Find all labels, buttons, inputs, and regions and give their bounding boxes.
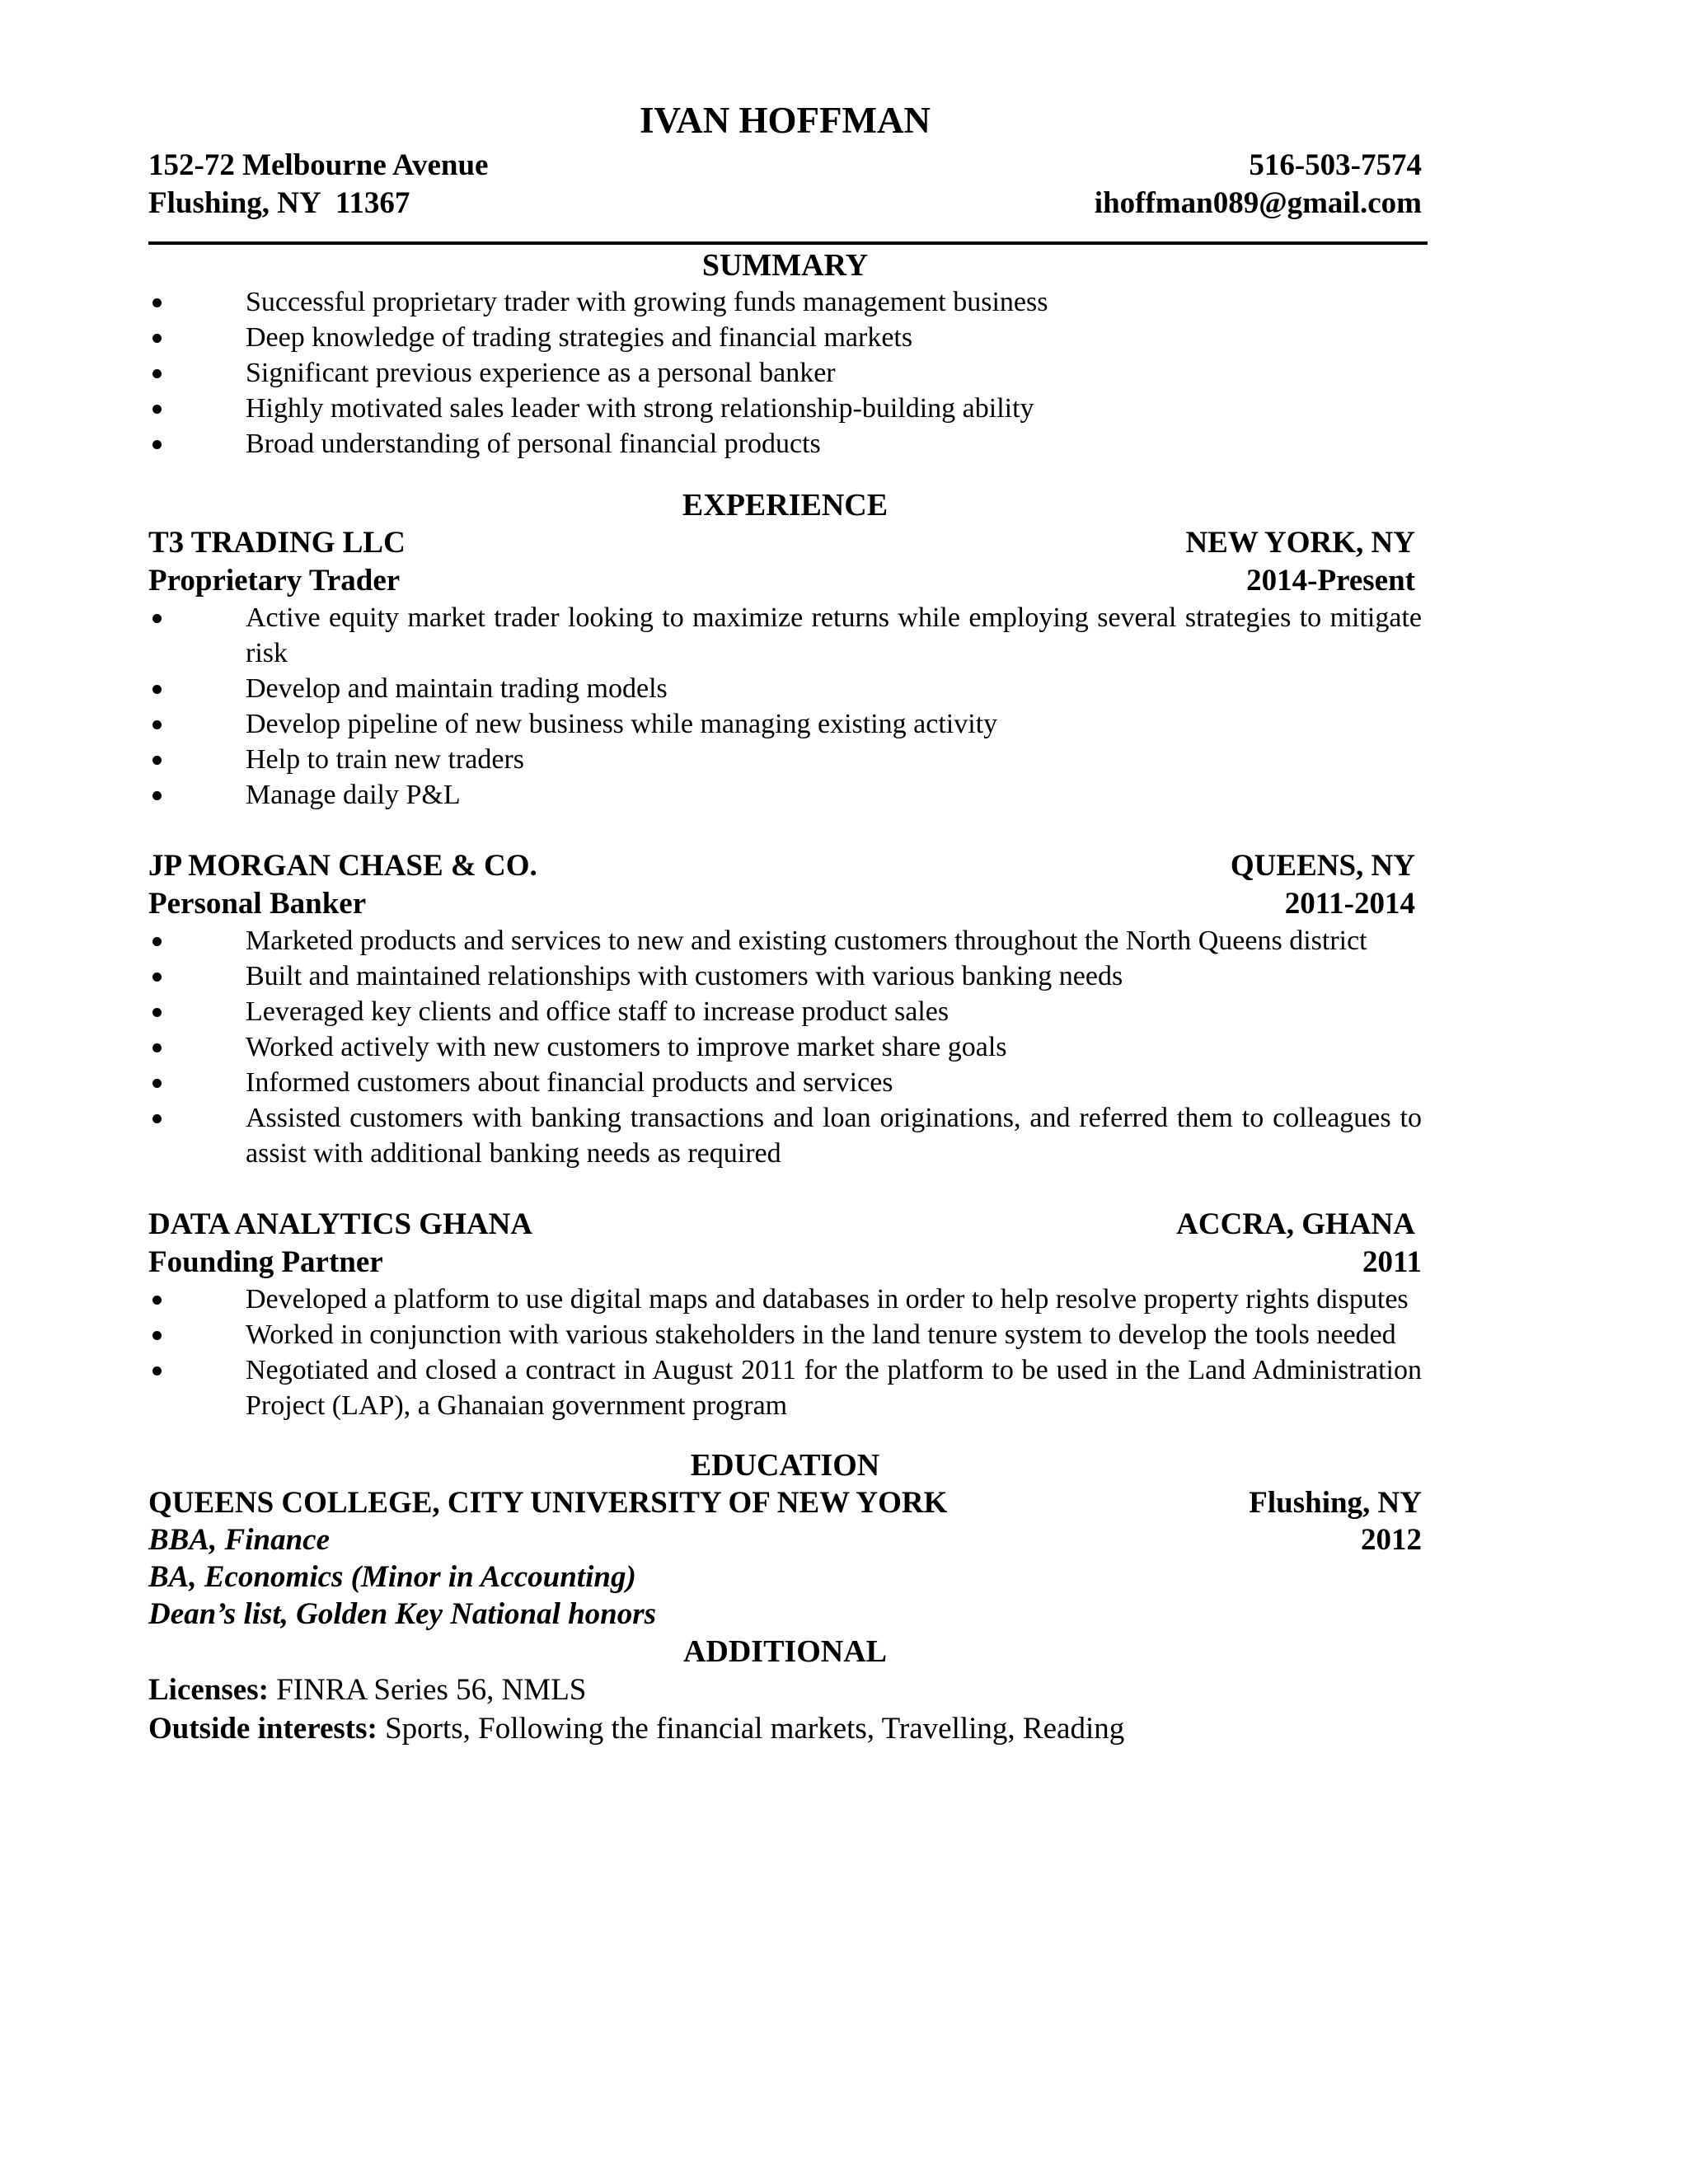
job-bullet: Active equity market trader looking to maximize returns while employing several strategies to mitigate risk (246, 602, 1422, 668)
contact-row-2 (148, 185, 1422, 223)
summary-item: Broad understanding of personal financial products (246, 429, 821, 459)
job-bullet: Assisted customers with banking transactions and loan originations, and referred them to colleagues to assist with additional banking needs as required (246, 1103, 1422, 1169)
summary-list (148, 284, 1422, 462)
company-name: DATA ANALYTICS GHANA (148, 1207, 533, 1241)
job-dates: 2011 (1362, 1245, 1422, 1279)
job-bullet: Informed customers about financial products and services (246, 1067, 893, 1098)
job-header (148, 524, 1422, 562)
job-bullet: Developed a platform to use digital maps and databases in order to help resolve property rights disputes (246, 1284, 1409, 1315)
job-title: Proprietary Trader (148, 564, 401, 598)
job-data-analytics-ghana (148, 1206, 1422, 1423)
additional-heading: ADDITIONAL (682, 1634, 888, 1669)
job-bullet: Marketed products and services to new and existing customers throughout the North Queens district (246, 926, 1367, 956)
job-role-row (148, 885, 1422, 923)
company-name: JP MORGAN CHASE & CO. (148, 849, 537, 883)
job-bullet: Help to train new traders (246, 744, 524, 775)
job-bullet-list (148, 923, 1422, 1171)
licenses-label: Licenses: (148, 1673, 269, 1707)
job-dates: 2011-2014 (1284, 887, 1415, 921)
job-header (148, 1206, 1422, 1244)
school-name: QUEENS COLLEGE, CITY UNIVERSITY OF NEW YORK (148, 1486, 948, 1520)
job-t3-trading (148, 524, 1422, 813)
job-role-row (148, 1244, 1422, 1282)
job-bullet-list (148, 600, 1422, 813)
header-divider (148, 241, 1428, 245)
graduation-year: 2012 (1361, 1523, 1422, 1557)
job-role-row (148, 562, 1422, 600)
interests-value: Sports, Following the financial markets, Travelling, Reading (377, 1712, 1125, 1746)
job-bullet: Built and maintained relationships with customers with various banking needs (246, 961, 1123, 991)
summary-item: Successful proprietary trader with growing funds management business (246, 287, 1048, 317)
summary-item: Highly motivated sales leader with strong relationship-building ability (246, 393, 1034, 424)
address-line-2: Flushing, NY 11367 (148, 186, 410, 220)
address-line-1: 152-72 Melbourne Avenue (148, 148, 489, 182)
contact-row-1 (148, 147, 1422, 185)
job-location: ACCRA, GHANA (1176, 1207, 1415, 1241)
job-bullet: Develop pipeline of new business while managing existing activity (246, 709, 998, 739)
summary-item: Significant previous experience as a personal banker (246, 358, 836, 388)
degree-ba: BA, Economics (Minor in Accounting) (148, 1560, 636, 1594)
job-bullet: Negotiated and closed a contract in August 2011 for the platform to be used in the Land Administration Project (LAP), a Ghanaian government program (246, 1355, 1422, 1421)
job-dates: 2014-Present (1246, 564, 1415, 598)
job-bullet-list (148, 1282, 1422, 1423)
job-bullet: Manage daily P&L (246, 780, 461, 810)
education-heading: EDUCATION (690, 1448, 880, 1483)
resume-content (148, 97, 1422, 1748)
licenses-value: FINRA Series 56, NMLS (268, 1673, 587, 1707)
school-row (148, 1484, 1422, 1521)
job-location: NEW YORK, NY (1185, 526, 1415, 560)
degree-row (148, 1521, 1422, 1558)
degree-bba: BBA, Finance (148, 1523, 330, 1557)
company-name: T3 TRADING LLC (148, 526, 406, 560)
phone-number: 516-503-7574 (1249, 148, 1422, 182)
experience-heading: EXPERIENCE (682, 488, 889, 523)
job-title: Founding Partner (148, 1245, 383, 1279)
licenses-line (148, 1671, 1422, 1709)
honors: Dean’s list, Golden Key National honors (148, 1597, 657, 1631)
job-bullet: Worked in conjunction with various stakeholders in the land tenure system to develop the tools needed (246, 1319, 1396, 1350)
job-jp-morgan (148, 847, 1422, 1171)
interests-label: Outside interests: (148, 1712, 377, 1746)
candidate-name: IVAN HOFFMAN (640, 100, 931, 141)
job-bullet: Worked actively with new customers to improve market share goals (246, 1032, 1007, 1062)
job-bullet: Leveraged key clients and office staff to increase product sales (246, 996, 950, 1027)
interests-line (148, 1709, 1422, 1748)
summary-heading: SUMMARY (701, 248, 869, 283)
job-header (148, 847, 1422, 885)
email-address: ihoffman089@gmail.com (1094, 186, 1422, 220)
summary-item: Deep knowledge of trading strategies and financial markets (246, 322, 913, 353)
school-location: Flushing, NY (1249, 1486, 1422, 1520)
job-title: Personal Banker (148, 887, 367, 921)
job-location: QUEENS, NY (1230, 849, 1415, 883)
job-bullet: Develop and maintain trading models (246, 673, 668, 704)
